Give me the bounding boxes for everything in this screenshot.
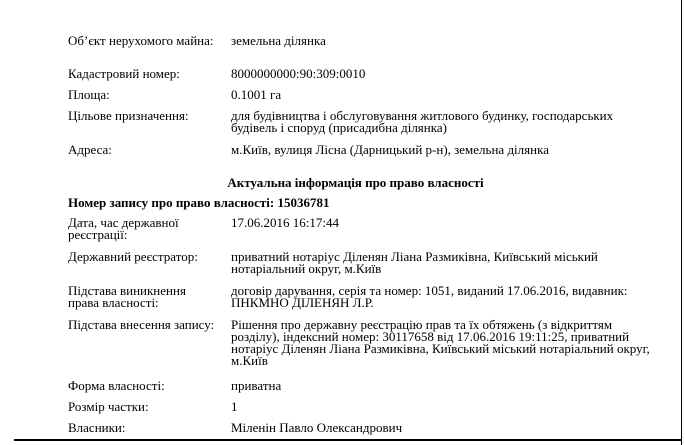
field-value: 1 xyxy=(231,399,238,414)
field-value: Рішення про державну реєстрацію прав та їх обтяжень (з відкриттям розділу), індексний номер: 30117658 від 17.06.2016 19:11:25, приватний нотаріус Діленян Ліана Размиківна, Київський міський нотаріальний округ, м.Київ xyxy=(231,317,650,368)
record-number: Номер запису про право власності: 15036781 xyxy=(68,195,330,210)
page-border-bottom xyxy=(14,439,682,441)
field-label: Власники: xyxy=(68,420,126,435)
field-label: Підстава внесення запису: xyxy=(68,317,215,332)
field-value: 17.06.2016 16:17:44 xyxy=(231,215,339,230)
field-value: 0.1001 га xyxy=(231,87,282,102)
field-value: приватна xyxy=(231,378,282,393)
field-label: Державний реєстратор: xyxy=(68,249,198,264)
field-value: земельна ділянка xyxy=(231,33,326,48)
field-label: Адреса: xyxy=(68,142,112,157)
page-border-right xyxy=(681,0,682,445)
field-value: приватний нотаріус Діленян Ліана Размиківна, Київський міський нотаріальний округ, м.Київ xyxy=(231,249,598,276)
field-label: Площа: xyxy=(68,87,110,102)
section-title: Актуальна інформація про право власності xyxy=(227,175,484,190)
field-value: договір дарування, серія та номер: 1051, виданий 17.06.2016, видавник: ПНКМНО ДІЛЕНЯН Л.Р. xyxy=(231,283,628,310)
field-label: Об’єкт нерухомого майна: xyxy=(68,33,214,48)
field-label: Кадастровий номер: xyxy=(68,66,180,81)
field-label: Форма власності: xyxy=(68,378,165,393)
field-value: м.Київ, вулиця Лісна (Дарницький р-н), земельна ділянка xyxy=(231,142,549,157)
field-label: Розмір частки: xyxy=(68,399,149,414)
field-label: Цільове призначення: xyxy=(68,108,189,123)
field-value: 8000000000:90:309:0010 xyxy=(231,66,366,81)
field-value: Міленін Павло Олександрович xyxy=(231,420,403,435)
field-label: Підстава виникнення права власності: xyxy=(68,283,186,310)
field-value: для будівництва і обслуговування житлового будинку, господарських будівель і споруд (присадибна ділянка) xyxy=(231,108,614,135)
field-label: Дата, час державної реєстрації: xyxy=(68,215,179,242)
